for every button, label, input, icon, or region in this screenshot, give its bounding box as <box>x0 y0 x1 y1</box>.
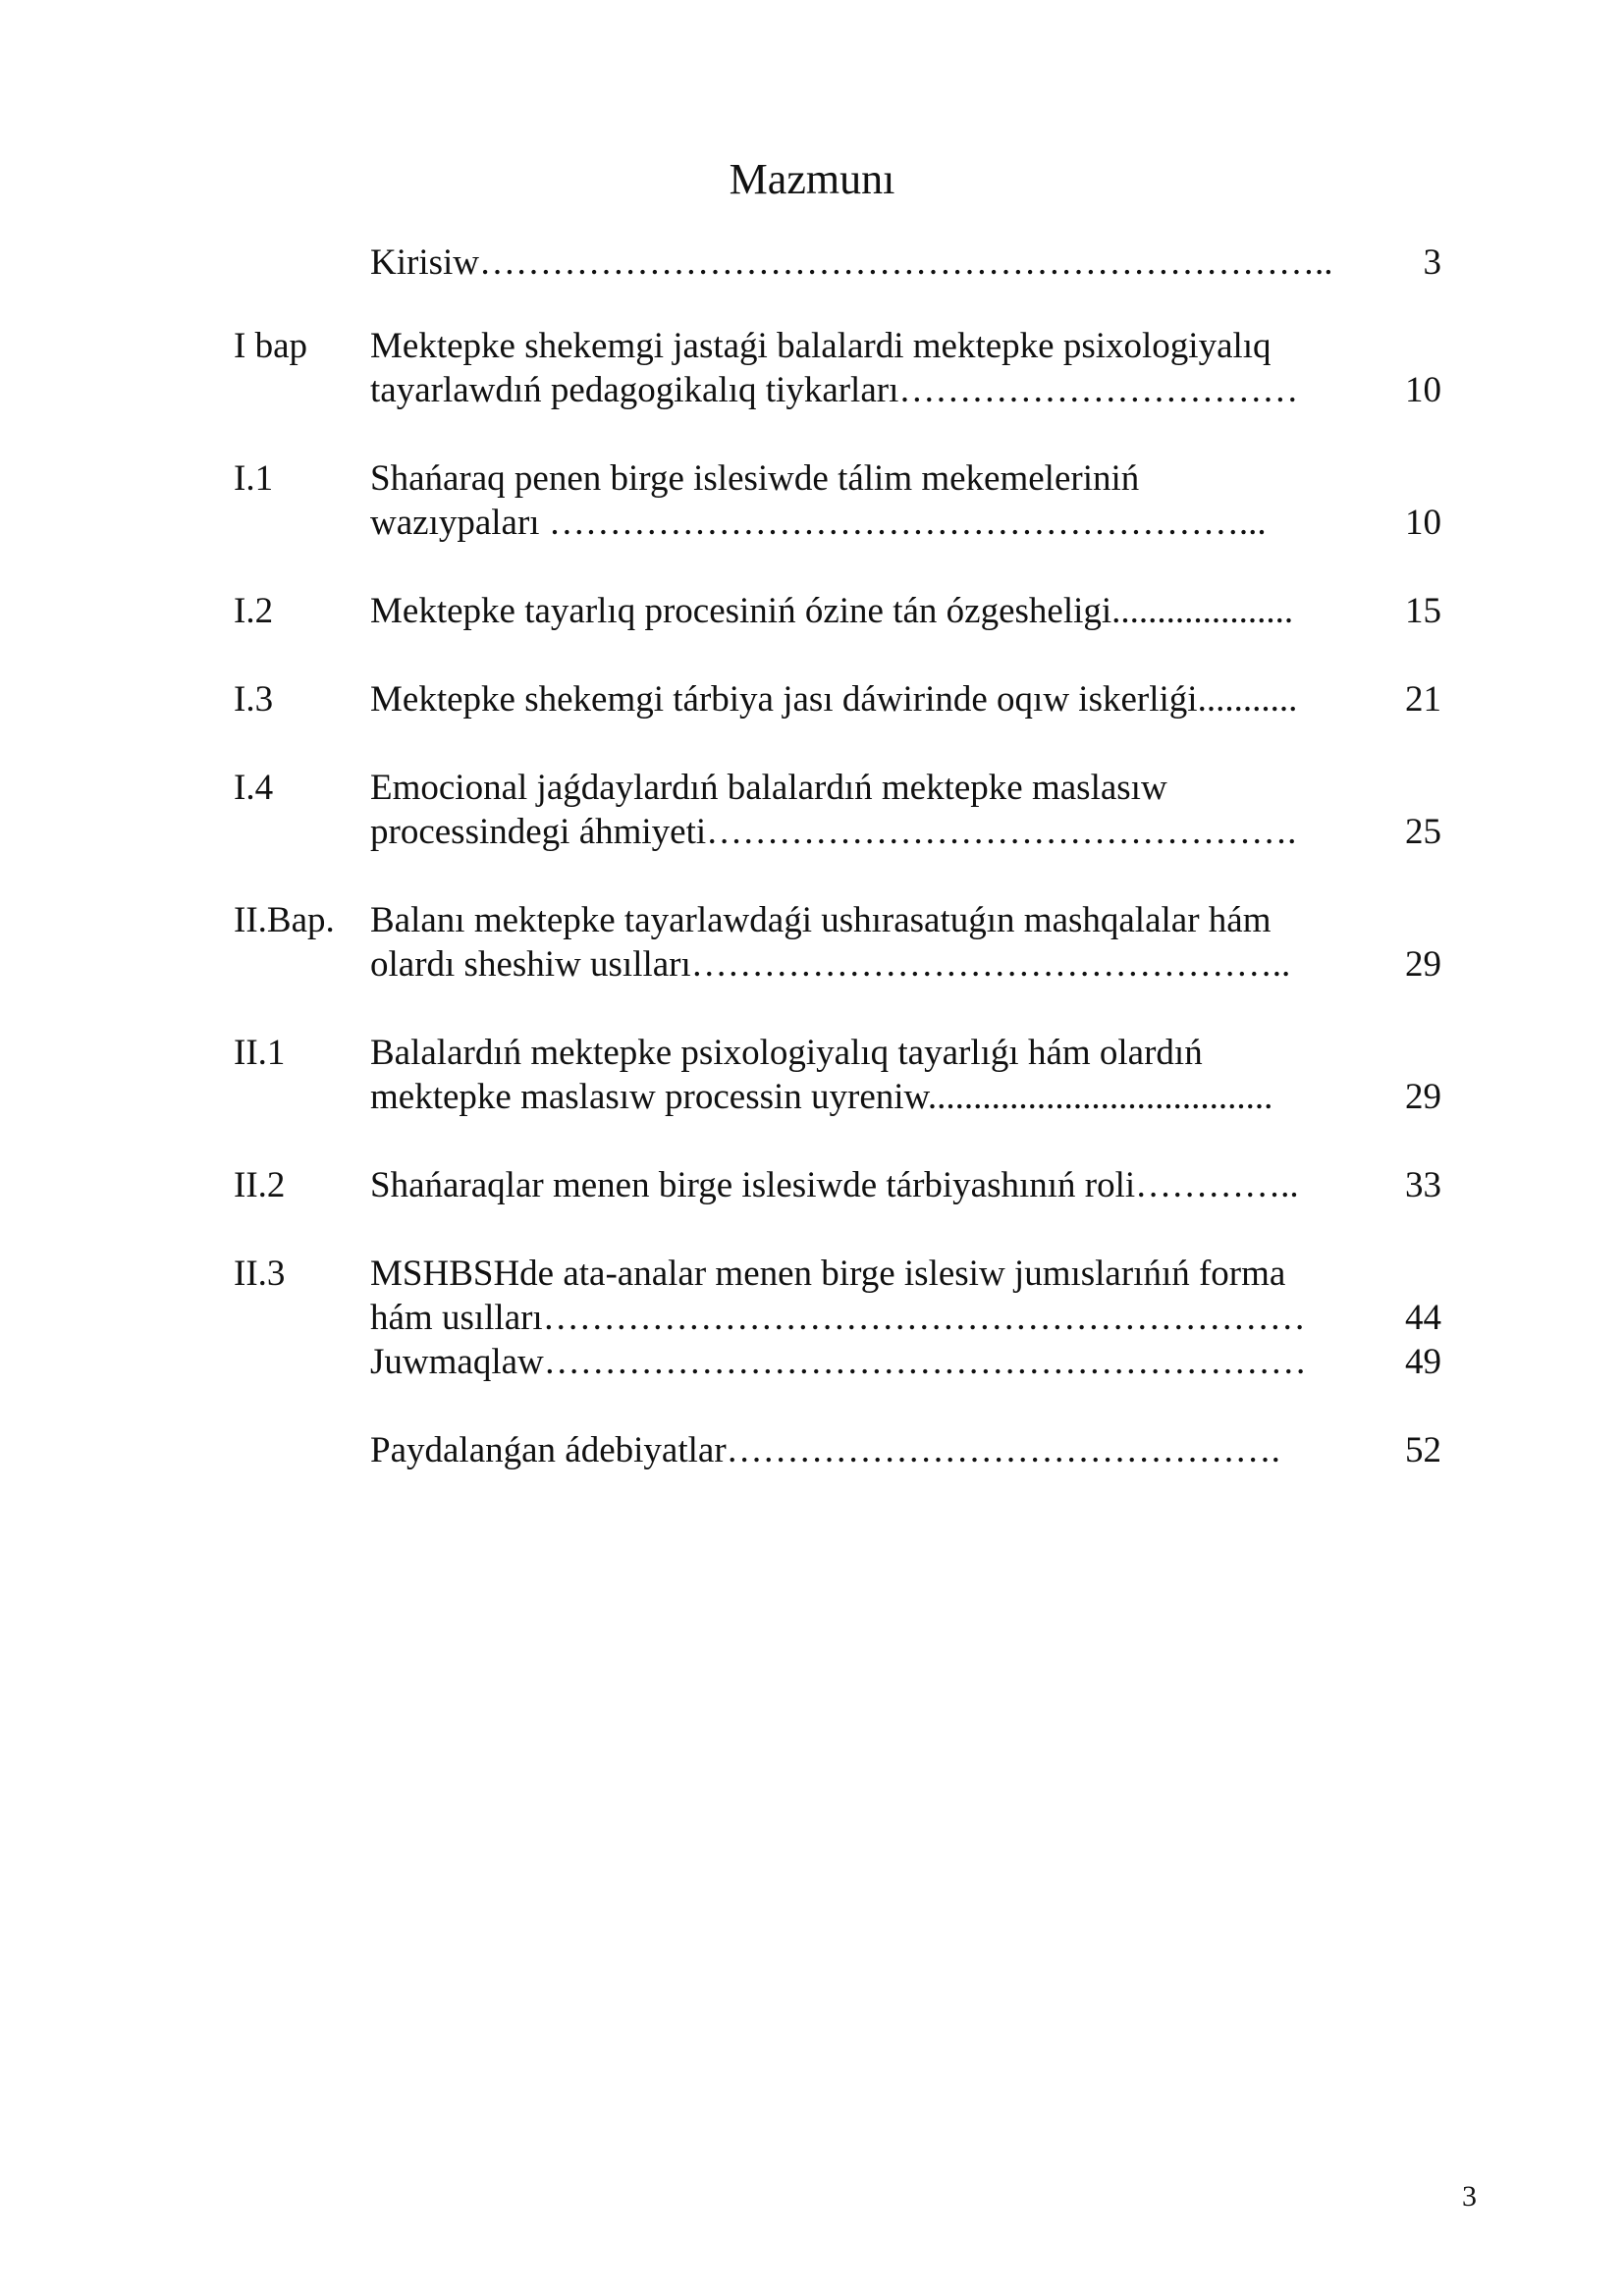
toc-entry-label: I.4 <box>234 768 274 808</box>
toc-entry-page: 15 <box>1405 591 1441 631</box>
toc-entry-label: II.Bap. <box>234 900 335 940</box>
toc-entry-title <box>370 1340 1362 1384</box>
toc-entry-line: Juwmaqlaw……………………………………………………… <box>370 1342 1307 1382</box>
toc-entry-line: olardı sheshiw usılları………………………………………….. <box>370 944 1291 985</box>
toc-entry-line: hám usılları……………………………………………………… <box>370 1298 1306 1338</box>
toc-entry-label: I.3 <box>234 679 274 720</box>
toc-entry-line: Balalardıń mektepke psixologiyalıq tayarlıǵı hám olardıń <box>370 1033 1203 1073</box>
toc-entry-title <box>370 589 1362 633</box>
toc-entry-title <box>370 677 1362 721</box>
toc-entry-page: 21 <box>1405 679 1441 720</box>
toc-entry-title <box>370 1428 1362 1472</box>
toc-entry-line: MSHBSHde ata-analar menen birge islesiw jumıslarıńıń forma <box>370 1254 1286 1294</box>
toc-entry-page: 25 <box>1405 812 1441 852</box>
table-of-contents <box>234 240 1441 1472</box>
toc-entry-section-1-1 <box>234 456 1441 545</box>
toc-entry-section-1-4 <box>234 766 1441 854</box>
toc-entry-page: 33 <box>1405 1165 1441 1205</box>
toc-entry-line: mektepke maslasıw processin uyreniw...................................... <box>370 1077 1273 1117</box>
toc-entry-label: I.2 <box>234 591 274 631</box>
toc-entry-line: Shańaraq penen birge islesiwde tálim mekemeleriniń <box>370 458 1140 499</box>
toc-entry-line: Mektepke shekemgi jastaǵi balalardi mektepke psixologiyalıq <box>370 326 1272 366</box>
toc-entry-chapter-1 <box>234 324 1441 412</box>
toc-entry-page: 29 <box>1405 1077 1441 1117</box>
toc-entry-page: 49 <box>1405 1342 1441 1382</box>
toc-entry-label: II.1 <box>234 1033 286 1073</box>
footer-page-number: 3 <box>1462 2180 1477 2213</box>
toc-entry-line: Paydalanǵan ádebiyatlar………………………………………. <box>370 1430 1280 1470</box>
page-title: Mazmunı <box>729 155 895 203</box>
toc-entry-label: I bap <box>234 326 307 366</box>
toc-entry-label: II.3 <box>234 1254 286 1294</box>
toc-entry-section-2-3 <box>234 1252 1441 1340</box>
toc-entry-page: 52 <box>1405 1430 1441 1470</box>
toc-entry-line: Mektepke shekemgi tárbiya jası dáwirinde oqıw iskerliǵi........... <box>370 679 1298 720</box>
toc-entry-section-2-2 <box>234 1163 1441 1207</box>
toc-entry-section-1-2 <box>234 589 1441 633</box>
toc-entry-line: Shańaraqlar menen birge islesiwde tárbiyashınıń roli………….. <box>370 1165 1299 1205</box>
toc-entry-line: Kirisiw…………………………………………………………….. <box>370 242 1333 283</box>
toc-entry-line: Mektepke tayarlıq procesiniń ózine tán ózgesheligi.................... <box>370 591 1294 631</box>
toc-entry-references <box>234 1428 1441 1472</box>
toc-entry-page: 44 <box>1405 1298 1441 1338</box>
toc-entry-title <box>370 240 1362 285</box>
toc-entry-line: processindegi áhmiyeti…………………………………………. <box>370 812 1297 852</box>
toc-entry-conclusion <box>234 1340 1441 1384</box>
toc-entry-title <box>370 456 1362 545</box>
toc-entry-page: 3 <box>1423 242 1441 283</box>
toc-entry-line: wazıypaları …………………………………………………... <box>370 503 1267 543</box>
toc-entry-label: I.1 <box>234 458 274 499</box>
toc-entry-title <box>370 1031 1362 1119</box>
toc-entry-page: 10 <box>1405 503 1441 543</box>
toc-entry-line: Emocional jaǵdaylardıń balalardıń mektepke maslasıw <box>370 768 1167 808</box>
toc-entry-section-2-1 <box>234 1031 1441 1119</box>
toc-entry-title <box>370 324 1362 412</box>
toc-entry-page: 10 <box>1405 370 1441 410</box>
toc-entry-introduction <box>234 240 1441 285</box>
toc-entry-title <box>370 1163 1362 1207</box>
toc-entry-title <box>370 898 1362 987</box>
toc-entry-page: 29 <box>1405 944 1441 985</box>
toc-entry-title <box>370 1252 1362 1340</box>
toc-entry-section-1-3 <box>234 677 1441 721</box>
toc-entry-line: tayarlawdıń pedagogikalıq tiykarları…………………………… <box>370 370 1299 410</box>
toc-entry-chapter-2 <box>234 898 1441 987</box>
toc-entry-line: Balanı mektepke tayarlawdaǵi ushırasatuǵın mashqalalar hám <box>370 900 1272 940</box>
toc-entry-label: II.2 <box>234 1165 286 1205</box>
toc-entry-title <box>370 766 1362 854</box>
